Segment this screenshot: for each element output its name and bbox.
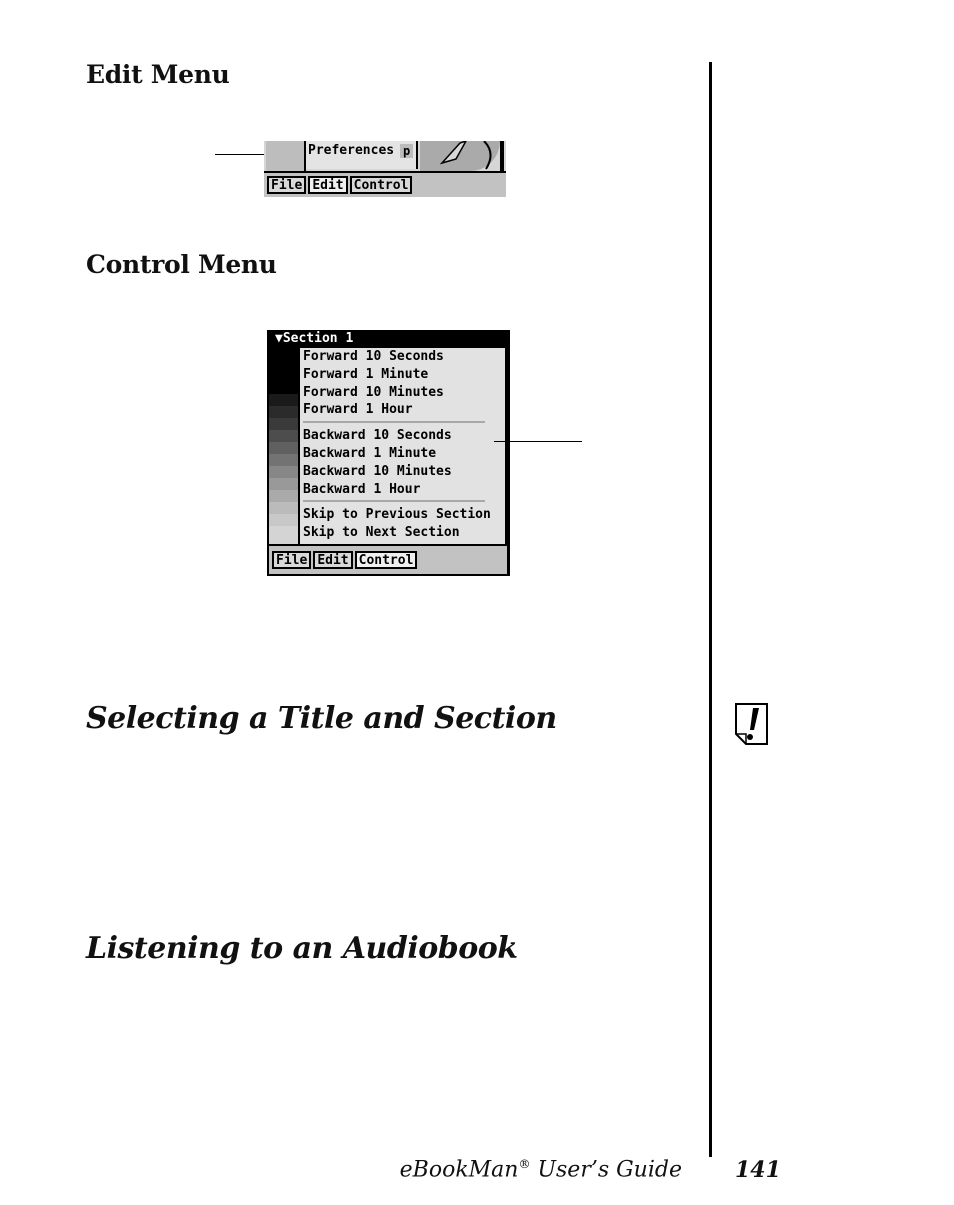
menu-item-backward-10-seconds[interactable]: Backward 10 Seconds — [303, 428, 452, 444]
menu-item-forward-10-minutes[interactable]: Forward 10 Minutes — [303, 384, 444, 400]
edit-menu-popup — [306, 141, 418, 169]
footer-guide-title: eBookMan® User’s Guide — [399, 1157, 682, 1183]
menu-file[interactable]: File — [267, 176, 306, 194]
shortcut-key: p — [400, 144, 413, 158]
menu-item-backward-1-hour[interactable]: Backward 1 Hour — [303, 481, 421, 497]
menu-edit[interactable]: Edit — [313, 551, 352, 569]
control-menu-popup — [298, 348, 507, 544]
heading-listening: Listening to an Audiobook — [86, 931, 518, 966]
heading-selecting-title: Selecting a Title and Section — [86, 701, 557, 736]
page-number: 141 — [735, 1157, 781, 1183]
menu-separator — [303, 421, 485, 423]
triangle-down-icon: ▼ — [275, 331, 283, 346]
menu-separator — [303, 500, 485, 502]
edit-screen-menubar — [264, 171, 506, 197]
control-screen-menubar — [269, 544, 507, 574]
edit-menu-screenshot — [264, 141, 506, 197]
menu-file[interactable]: File — [272, 551, 311, 569]
section-title[interactable]: ▼Section 1 — [275, 331, 354, 346]
heading-control-menu: Control Menu — [86, 250, 277, 279]
menu-item-forward-10-seconds[interactable]: Forward 10 Seconds — [303, 349, 444, 364]
control-callout-line — [494, 441, 582, 442]
menu-item-skip-next-section[interactable]: Skip to Next Section — [303, 525, 460, 541]
exclamation-note-icon — [735, 703, 769, 745]
menu-control[interactable]: Control — [350, 176, 413, 194]
control-menu-screenshot — [267, 330, 510, 576]
menu-control[interactable]: Control — [355, 551, 418, 569]
menu-item-forward-1-minute[interactable]: Forward 1 Minute — [303, 366, 429, 382]
menu-item-preferences[interactable]: Preferences — [308, 143, 395, 158]
menu-edit[interactable]: Edit — [308, 176, 347, 194]
margin-rule — [709, 62, 712, 1157]
menu-item-skip-previous-section[interactable]: Skip to Previous Section — [303, 507, 491, 523]
menu-item-forward-1-hour[interactable]: Forward 1 Hour — [303, 402, 413, 418]
menu-item-backward-10-minutes[interactable]: Backward 10 Minutes — [303, 463, 452, 479]
registered-mark: ® — [518, 1157, 531, 1171]
heading-edit-menu: Edit Menu — [86, 60, 230, 89]
menu-item-backward-1-minute[interactable]: Backward 1 Minute — [303, 445, 437, 461]
disc-graphic — [420, 141, 500, 171]
